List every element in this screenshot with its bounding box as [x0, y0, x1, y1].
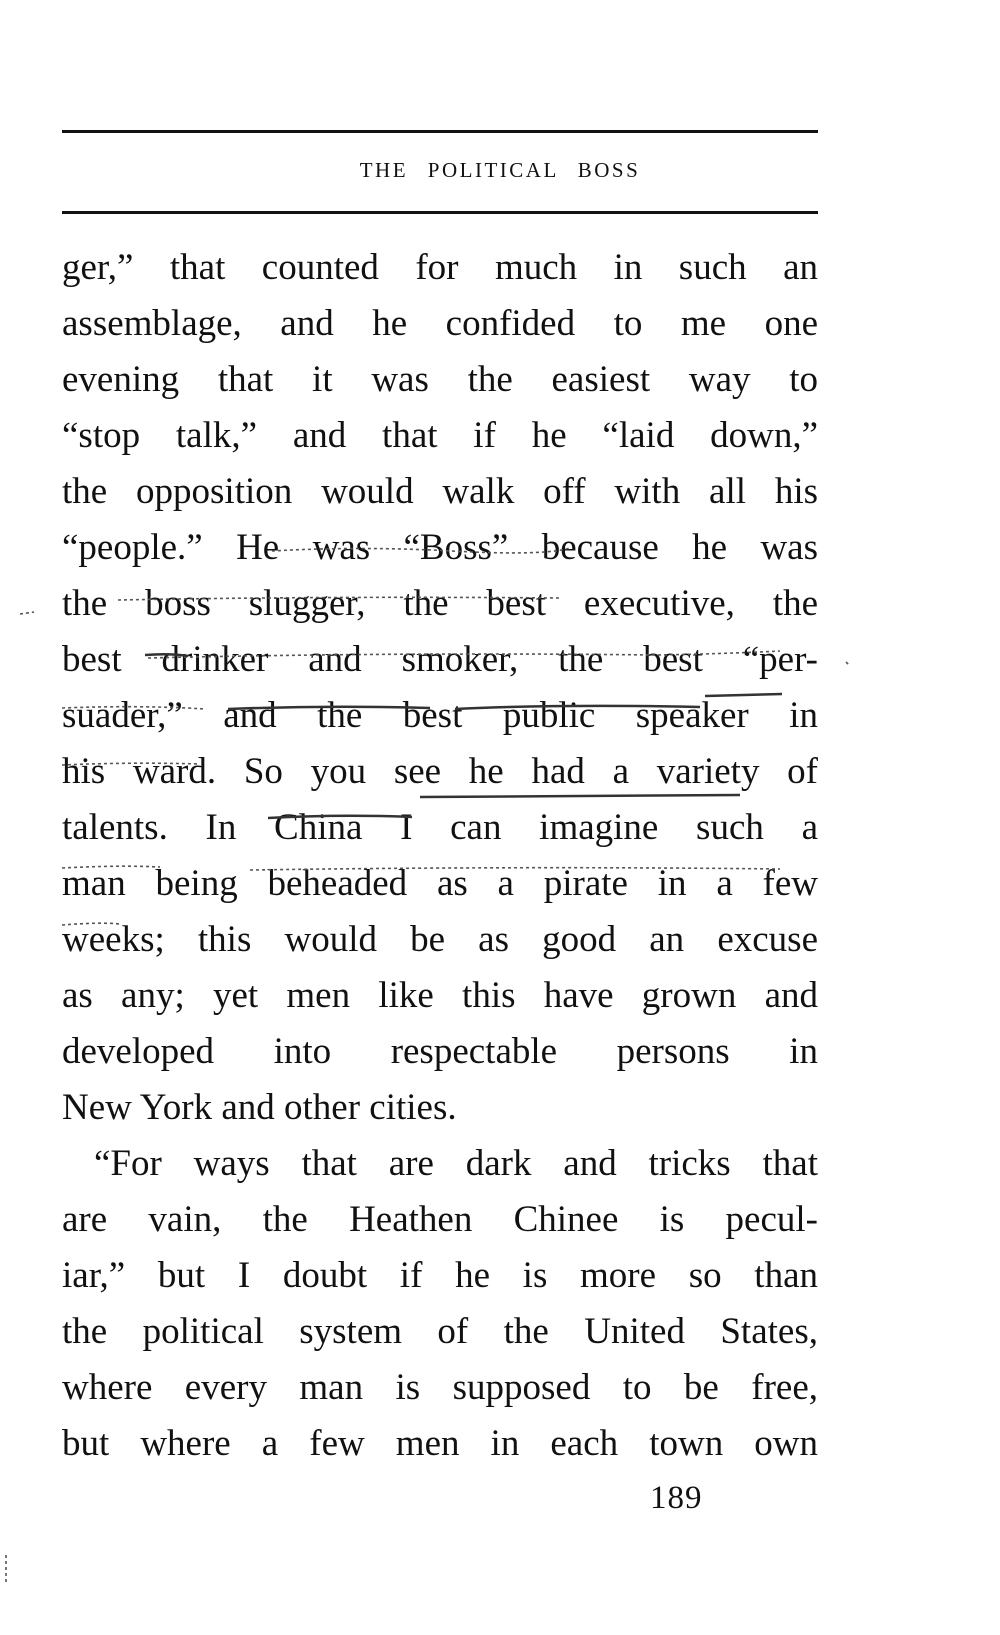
- text-line: “For ways that are dark and tricks that: [94, 1143, 818, 1184]
- text-line: but where a few men in each town own: [62, 1423, 818, 1464]
- text-line: developed into respectable persons in: [62, 1031, 818, 1072]
- running-head: THE POLITICAL BOSS: [359, 158, 641, 182]
- header-bottom-rule: [62, 211, 818, 214]
- text-line: the political system of the United States,: [62, 1311, 818, 1352]
- text-line: where every man is supposed to be free,: [62, 1367, 818, 1408]
- text-line: are vain, the Heathen Chinee is pecul-: [62, 1199, 818, 1240]
- text-line: iar,” but I doubt if he is more so than: [62, 1255, 818, 1296]
- pencil-mark: [20, 612, 34, 614]
- page-number: 189: [650, 1480, 703, 1516]
- body-text: [62, 240, 818, 1472]
- text-line: as any; yet men like this have grown and: [62, 975, 818, 1016]
- text-line: New York and other cities.: [62, 1087, 457, 1128]
- text-line: suader,” and the best public speaker in: [62, 695, 818, 736]
- text-line: man being beheaded as a pirate in a few: [62, 863, 818, 904]
- text-line: best drinker and smoker, the best “per-: [62, 639, 818, 680]
- pencil-mark: [846, 662, 850, 666]
- text-line: assemblage, and he confided to me one: [62, 303, 818, 344]
- text-line: the opposition would walk off with all his: [62, 471, 818, 512]
- text-line: evening that it was the easiest way to: [62, 359, 818, 400]
- text-line: his ward. So you see he had a variety of: [62, 751, 818, 792]
- text-line: the boss slugger, the best executive, the: [62, 583, 818, 624]
- header-top-rule: [62, 130, 818, 133]
- text-line: “people.” He was “Boss” because he was: [62, 527, 818, 568]
- text-line: ger,” that counted for much in such an: [62, 247, 818, 288]
- text-line: “stop talk,” and that if he “laid down,”: [62, 415, 818, 456]
- text-line: talents. In China I can imagine such a: [62, 807, 818, 848]
- text-line: weeks; this would be as good an excuse: [62, 919, 818, 960]
